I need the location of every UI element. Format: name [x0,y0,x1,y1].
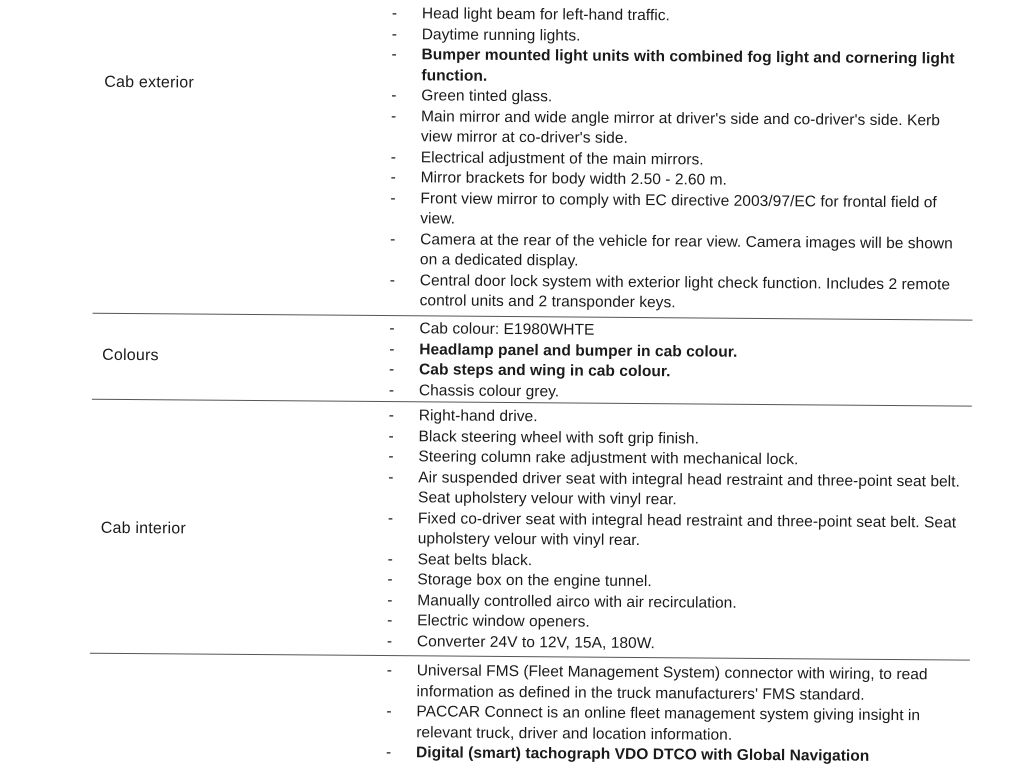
dash-bullet: - [391,87,397,105]
list-item: - Camera at the rear of the vehicle for rear view. Camera images will be shown on a dedicated display. [390,230,953,270]
dash-bullet: - [388,381,395,399]
dash-bullet: - [388,468,394,486]
dash-bullet: - [389,361,395,379]
list-item: - Air suspended driver seat with integral head restraint and three-point seat belt. Seat upholstery velour with vinyl rear. [388,468,961,509]
section-label: Colours [102,346,159,365]
dash-bullet: - [391,5,398,23]
dash-bullet: - [390,189,396,207]
list-item: - Converter 24V to 12V, 15A, 180W. [386,632,656,652]
dash-bullet: - [388,448,394,466]
dash-bullet: - [390,148,397,166]
list-item: - Digital (smart) tachograph VDO DTCO with Global Navigation [386,744,870,765]
dash-bullet: - [386,632,393,650]
list-item: - Electrical adjustment of the main mirrors. [390,148,704,169]
section-label: Cab interior [100,519,187,538]
dash-bullet: - [389,320,395,338]
list-item: - Main mirror and wide angle mirror at driver's side and co-driver's side. Kerb view mirror at co-driver's side. [391,107,941,147]
section-colours [0,316,1021,400]
list-item: - Central door lock system with exterior light check function. Includes 2 remote control units and 2 transponder keys. [389,271,951,312]
dash-bullet: - [388,427,394,445]
list-item: - Mirror brackets for body width 2.50 - 2.60 m. [390,169,728,189]
section-cab-exterior [0,1,1024,312]
dash-bullet: - [391,25,398,43]
dash-bullet: - [387,550,393,568]
list-item: - Front view mirror to comply with EC directive 2003/97/EC for frontal field of view. [390,189,937,228]
list-item: - Seat belts black. [387,550,533,569]
dash-bullet: - [391,46,397,64]
dash-bullet: - [387,612,393,630]
dash-bullet: - [389,340,395,358]
dash-bullet: - [387,591,393,609]
list-item: - Steering column rake adjustment with mechanical lock. [388,448,799,469]
dash-bullet: - [390,230,396,248]
dash-bullet: - [387,571,393,589]
item-list [386,661,967,768]
list-item: - Manually controlled airco with air recirculation. [387,591,737,612]
list-item: - PACCAR Connect is an online fleet management system giving insight in relevant truck, driver and location information. [386,703,921,744]
list-item: - Cab colour: E1980WHTE [389,320,595,339]
list-item: - Daytime running lights. [391,25,581,45]
dash-bullet: - [387,509,394,527]
list-item: - Cab steps and wing in cab colour. [389,361,671,381]
item-list [390,4,972,316]
dash-bullet: - [391,107,397,125]
dash-bullet: - [386,662,393,680]
list-item: - Head light beam for left-hand traffic. [391,5,670,25]
list-item: - Universal FMS (Fleet Management System) connector with wiring, to read information as defined in the truck manufacturers' FMS standard. [386,662,928,704]
item-list [387,406,969,657]
list-item: - Storage box on the engine tunnel. [387,571,652,591]
dash-bullet: - [386,744,392,762]
section-label: Cab exterior [104,73,194,92]
dash-bullet: - [389,271,396,289]
list-item: - Right-hand drive. [388,407,538,426]
list-item: - Headlamp panel and bumper in cab colour. [389,340,738,361]
dash-bullet: - [386,703,392,721]
dash-bullet: - [390,169,396,187]
list-item: - Black steering wheel with soft grip finish. [388,427,700,447]
item-list [389,319,970,406]
list-item: - Bumper mounted light units with combined fog light and cornering light function. [391,46,955,85]
list-item: - Green tinted glass. [391,87,553,106]
list-item: - Fixed co-driver seat with integral head restraint and three-point seat belt. Seat upholstery velour with vinyl rear. [387,509,957,550]
list-item: - Electric window openers. [387,612,590,631]
list-item: - Chassis colour grey. [388,381,560,400]
dash-bullet: - [388,407,395,425]
